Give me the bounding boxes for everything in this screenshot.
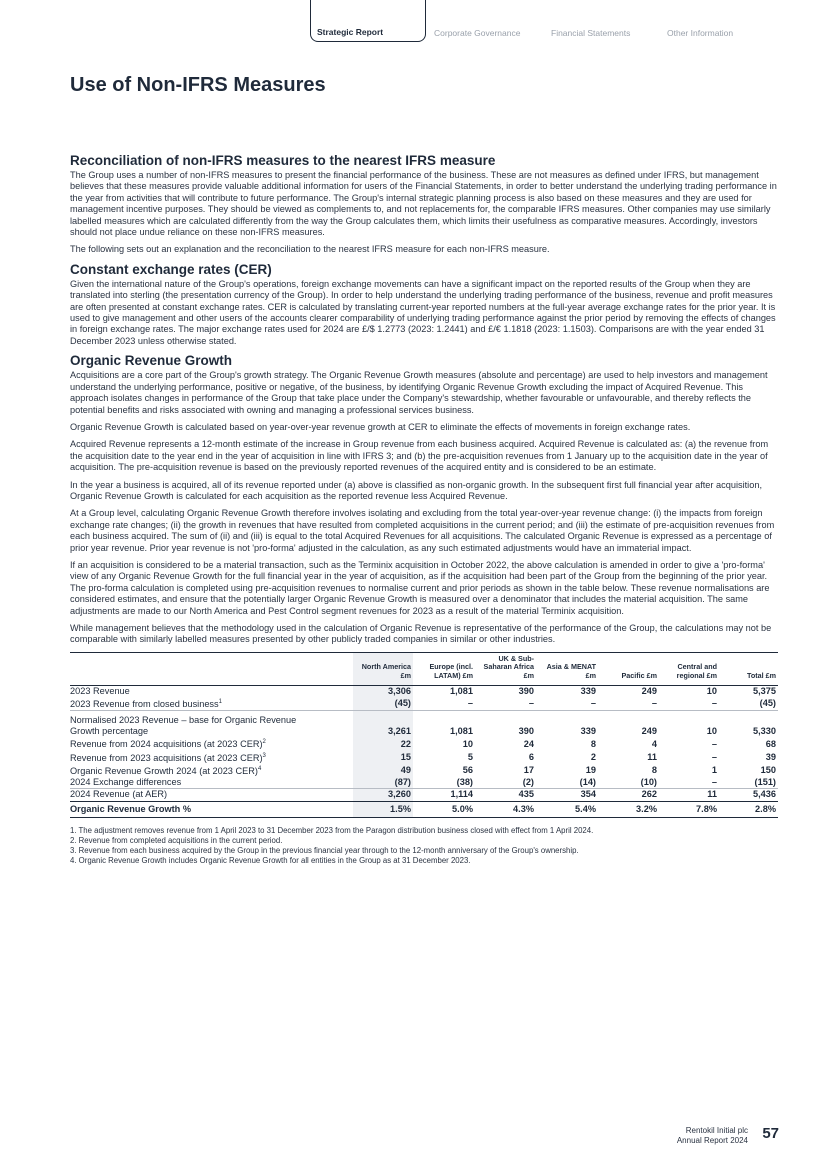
paragraph: At a Group level, calculating Organic Revenue Growth therefore involves isolating and excluding from the total year-over-year revenue change: (i) the impacts from foreign exchange rate changes; (ii) the growth in revenues that have resulted from completed acquisitions in the current period; and (iii) the estimate of pre-acquisition revenues from each business acquired. The sum of (ii) and (iii) is equal to the total Acquired Revenues for all acquisitions. The calculated Organic Revenue is expressed as a percentage of prior year revenue. Prior year revenue is not 'pro-forma' adjusted in the calculation, as any such estimated adjustments would have an immaterial impact. xyxy=(70,508,775,553)
table-cell: – xyxy=(528,697,534,708)
table-cell xyxy=(719,711,778,727)
table-row xyxy=(70,685,778,697)
table-cell: (2) xyxy=(522,777,534,788)
footnote: 4. Organic Revenue Growth includes Organic Revenue Growth for all entities in the Group as at 31 December 2023. xyxy=(70,855,471,865)
col-header: Pacific £m xyxy=(598,652,659,685)
table-cell: 249 xyxy=(641,726,657,737)
table-cell: 22 xyxy=(353,737,413,750)
table-cell: 24 xyxy=(523,738,534,749)
tab-corporate-governance[interactable]: Corporate Governance xyxy=(434,28,521,38)
footnote-ref: 3 xyxy=(262,752,266,759)
row-label: Revenue from 2023 acquisitions (at 2023 CER)$^3$ xyxy=(70,752,266,763)
table-cell: 249 xyxy=(641,685,657,696)
table-row xyxy=(70,726,778,737)
footnote: 3. Revenue from each business acquired by the Group in the previous financial year through to the 12-month anniversary of the Group's ownership. xyxy=(70,845,579,855)
table-cell: 1,081 xyxy=(450,685,473,696)
footnote: 2. Revenue from completed acquisitions in the current period. xyxy=(70,835,283,845)
table-cell: 8 xyxy=(651,765,657,776)
paragraph: If an acquisition is considered to be a material transaction, such as the Terminix acquisition in October 2022, the above calculation is amended in order to give a 'pro-forma' view of any Organic Revenue Growth for the full financial year in the year of acquisition, as if the acquisition had been part of the Group from the beginning of the prior year. The pro-forma calculation is completed using pre-acquisition revenues to normalise current and prior periods as shown in the table below. These revenue normalisations are considered estimates, and ensure that the potentially larger Organic Revenue Growth is measured over a denominator that includes the material acquisition. The same adjustments are made to our North America and Pest Control segment revenues for 2023 as a result of the material Terminix acquisition. xyxy=(70,559,770,616)
table-cell: 2.8% xyxy=(719,801,778,817)
table-cell: 4.3% xyxy=(475,801,536,817)
table-cell xyxy=(536,711,598,727)
row-label: Revenue from 2024 acquisitions (at 2023 CER)$^2$ xyxy=(70,739,266,750)
table-cell: – xyxy=(590,697,596,708)
tab-financial-statements[interactable]: Financial Statements xyxy=(551,28,631,38)
footnote: 1. The adjustment removes revenue from 1 April 2023 to 31 December 2023 from the Paragon distribution business closed with effect from 1 April 2024. xyxy=(70,825,594,835)
table-cell: (87) xyxy=(353,777,413,789)
table-cell xyxy=(475,711,536,727)
paragraph: Acquired Revenue represents a 12-month estimate of the increase in Group revenue from each business acquired. Acquired Revenue is calculated as: (a) the revenue from the acquisition date to the year end in the year of acquisition in line with IFRS 3; and (b) the pre-acquisition revenues from 1 January up to the acquisition date in the year of acquisition. The pre-acquisition revenue is based on the previously reported revenues of the acquired entity and is considered to be an estimate. xyxy=(70,439,769,473)
paragraph: The following sets out an explanation and the reconciliation to the nearest IFRS measure for each non-IFRS measure. xyxy=(70,244,550,255)
table-cell: – xyxy=(711,751,717,762)
table-cell: 262 xyxy=(598,789,659,801)
table-cell: 339 xyxy=(580,685,596,696)
table-cell: 3,261 xyxy=(353,726,413,737)
table-row xyxy=(70,789,778,801)
table-cell: 390 xyxy=(518,726,534,737)
table-cell xyxy=(659,711,719,727)
table-cell: 1,114 xyxy=(413,789,475,801)
table-cell: 5.0% xyxy=(413,801,475,817)
footnotes xyxy=(70,826,778,866)
table-header-row xyxy=(70,652,778,685)
table-cell: 5,375 xyxy=(753,685,776,696)
footer-report: Annual Report 2024 xyxy=(676,1136,748,1145)
table-cell: 10 xyxy=(706,685,717,696)
table-cell: 5.4% xyxy=(536,801,598,817)
table-cell: 390 xyxy=(518,685,534,696)
row-label: Growth percentage xyxy=(70,726,149,737)
footnote-ref: 1 xyxy=(218,698,222,705)
table-cell xyxy=(353,711,413,727)
footnote-ref: 4 xyxy=(257,766,262,772)
table-cell: 3.2% xyxy=(598,801,659,817)
table-cell: 1.5% xyxy=(353,801,413,817)
row-label: Normalised 2023 Revenue – base for Organic Revenue xyxy=(70,711,353,727)
table-row xyxy=(70,764,778,777)
table-cell: 3,306 xyxy=(353,685,413,697)
row-label: Organic Revenue Growth % xyxy=(70,801,353,817)
row-label: 2024 Exchange differences xyxy=(70,777,182,788)
heading-reconciliation: Reconciliation of non-IFRS measures to the nearest IFRS measure xyxy=(70,153,496,168)
table-row xyxy=(70,777,778,789)
table-cell: – xyxy=(467,697,473,708)
col-header: North America £m xyxy=(353,652,413,685)
col-header: Europe (incl. LATAM) £m xyxy=(413,652,475,685)
table-cell: 435 xyxy=(475,789,536,801)
table-header-blank xyxy=(70,652,353,685)
col-header: Total £m xyxy=(719,652,778,685)
table-cell: 39 xyxy=(765,751,776,762)
table-cell: 1,081 xyxy=(450,726,473,737)
table-cell: 49 xyxy=(353,764,413,777)
table-cell: – xyxy=(651,697,657,708)
table-cell: 150 xyxy=(760,765,776,776)
paragraph: Organic Revenue Growth is calculated based on year-over-year revenue growth at CER to eliminate the effects of movements in foreign exchange rates. xyxy=(70,421,691,432)
table-cell: 8 xyxy=(590,738,596,749)
paragraph: The Group uses a number of non-IFRS measures to present the financial performance of the business. These are not measures as defined under IFRS, but management believes that these measures provide valuable additional information for users of the Financial Statements, in order to better understand the underlying trading performance in the year from activities that will contribute to future performance. The Group's internal strategic planning process is also based on these measures and they are used for management incentive purposes. They should be viewed as complements to, and not replacements for, the comparable IFRS measures. Other companies may use similarly labelled measures which are calculated differently from the way the Group calculates them, which limits their usefulness as comparative measures. Accordingly, investors should not place undue reliance on these non-IFRS measures. xyxy=(70,170,777,238)
table-cell xyxy=(413,711,475,727)
table-cell: 5,330 xyxy=(753,726,776,737)
page-number: 57 xyxy=(762,1125,779,1142)
row-label: Organic Revenue Growth 2024 (at 2023 CER)$^4$ xyxy=(70,766,262,777)
table-cell: 339 xyxy=(580,726,596,737)
table-cell: 2 xyxy=(590,751,596,762)
table-cell: 6 xyxy=(528,751,534,762)
table-row xyxy=(70,737,778,750)
col-header: Central and regional £m xyxy=(659,652,719,685)
col-header: UK & Sub-Saharan Africa £m xyxy=(475,652,536,685)
page-footer xyxy=(677,1126,748,1146)
table-cell: 11 xyxy=(647,751,657,762)
paragraph: Acquisitions are a core part of the Group's growth strategy. The Organic Revenue Growth measures (absolute and percentage) are used to help investors and management understand the underlying performance, positive or negative, of the business, by identifying Organic Revenue Growth excluding the impact of Acquired Revenue. This approach isolates changes in performance of the Group that take place under the Company's stewardship, whether favourable or unfavourable, and thereby reflects the potential benefits and risks associated with owning and managing a professional services business. xyxy=(70,370,768,415)
paragraph: In the year a business is acquired, all of its revenue reported under (a) above is classified as non-organic growth. In the subsequent first full financial year after acquisition, Organic Revenue Growth is calculated for each acquisition as the reported revenue less Acquired Revenue. xyxy=(70,479,762,501)
table-cell: 15 xyxy=(353,751,413,764)
page-title: Use of Non-IFRS Measures xyxy=(70,74,326,96)
table-cell: 11 xyxy=(659,789,719,801)
table-cell: 68 xyxy=(765,738,776,749)
row-label: 2023 Revenue xyxy=(70,685,130,696)
table-cell: 10 xyxy=(462,738,473,749)
table-cell: – xyxy=(711,777,717,788)
row-label: 2023 Revenue from closed business$^1$ xyxy=(70,698,222,709)
table-cell: 5,436 xyxy=(719,789,778,801)
table-row xyxy=(70,751,778,764)
main-content xyxy=(70,153,778,866)
table-cell: 1 xyxy=(711,765,717,776)
paragraph: Given the international nature of the Group's operations, foreign exchange movements can have a significant impact on the reported results of the Group when they are translated into sterling (the presentation currency of the Group). In order to help understand the underlying trading performance of the business, revenue and profit measures are often presented at constant exchange rates. CER is calculated by translating current-year reported numbers at the full-year average exchange rates for the prior year. It is used to give management and other users of the accounts clearer comparability of underlying trading performance against the prior period by removing the effects of changes in foreign exchange rates. The major exchange rates used for 2024 are £/$ 1.2773 (2023: 1.2441) and £/€ 1.1818 (2023: 1.1503). Comparisons are with the year ended 31 December 2023 unless otherwise stated. xyxy=(70,278,776,346)
table-cell: 17 xyxy=(523,765,534,776)
table-cell: (151) xyxy=(754,777,776,788)
table-cell: 10 xyxy=(706,726,717,737)
organic-revenue-table xyxy=(70,652,778,818)
paragraph: While management believes that the methodology used in the calculation of Organic Revenue is representative of the performance of the Group, the calculations may not be comparable with similarly labelled measures presented by other publicly traded companies in similar or other industries. xyxy=(70,623,772,645)
table-cell: – xyxy=(711,697,717,708)
table-cell: – xyxy=(711,738,717,749)
table-cell: 4 xyxy=(651,738,657,749)
footnote-ref: 2 xyxy=(262,739,266,746)
table-cell: 5 xyxy=(467,751,473,762)
row-label: 2024 Revenue (at AER) xyxy=(70,789,353,801)
table-cell: 19 xyxy=(585,765,596,776)
table-cell: (38) xyxy=(456,777,473,788)
table-cell: (45) xyxy=(759,697,776,708)
table-cell: 354 xyxy=(536,789,598,801)
table-cell: 7.8% xyxy=(659,801,719,817)
table-cell: (10) xyxy=(640,777,657,788)
table-cell xyxy=(598,711,659,727)
col-header: Asia & MENAT £m xyxy=(536,652,598,685)
table-row xyxy=(70,697,778,711)
table-cell: (45) xyxy=(353,697,413,711)
footer-company: Rentokil Initial plc xyxy=(685,1126,748,1135)
table-cell: 56 xyxy=(462,765,473,776)
tab-strategic-report[interactable]: Strategic Report xyxy=(310,0,426,42)
table-cell: 3,260 xyxy=(353,789,413,801)
table-row xyxy=(70,711,778,727)
table-row xyxy=(70,801,778,817)
heading-organic-revenue-growth: Organic Revenue Growth xyxy=(70,353,233,369)
tab-other-information[interactable]: Other Information xyxy=(667,28,734,38)
table-cell: (14) xyxy=(579,777,596,788)
heading-cer: Constant exchange rates (CER) xyxy=(70,261,272,277)
section-nav xyxy=(310,0,760,45)
